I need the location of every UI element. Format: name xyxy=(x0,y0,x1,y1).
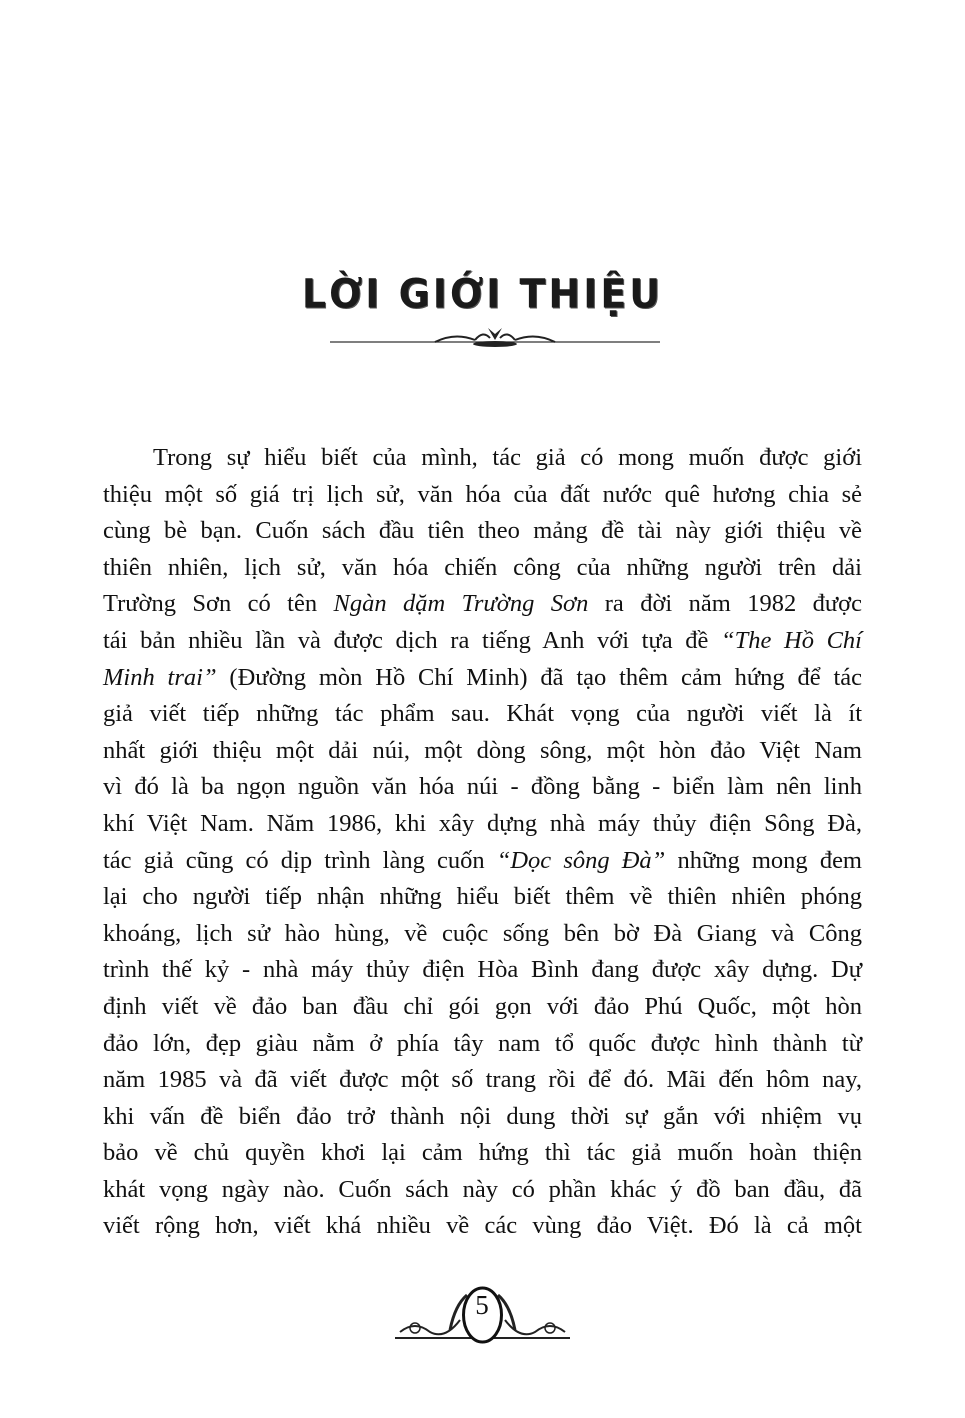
page-number: 5 xyxy=(475,1290,489,1320)
text-line xyxy=(103,440,862,477)
text-line xyxy=(103,586,862,623)
text-line xyxy=(103,1208,862,1245)
page-title: LỜI GIỚI THIỆU xyxy=(301,270,664,318)
text-line xyxy=(103,550,862,587)
text-segment: (Đường mòn Hồ Chí Minh) đã tạo thêm cảm hứng để tác xyxy=(216,663,862,691)
text-line xyxy=(103,477,862,514)
text-line xyxy=(103,513,862,550)
text-segment: ra đời năm 1982 được xyxy=(588,590,862,618)
text-segment: Trường Sơn có tên xyxy=(103,590,334,618)
text-segment: khi vấn đề biển đảo trở thành nội dung thời sự gắn với nhiệm vụ xyxy=(103,1102,862,1130)
text-segment: lại cho người tiếp nhận những hiểu biết thêm về thiên nhiên phóng xyxy=(103,883,862,911)
text-segment: thiệu một số giá trị lịch sử, văn hóa của đất nước quê hương chia sẻ xyxy=(103,480,862,508)
text-line xyxy=(103,1062,862,1099)
text-segment: giả viết tiếp những tác phẩm sau. Khát vọng của người viết là ít xyxy=(103,700,862,728)
text-line xyxy=(103,916,862,953)
italic-title-text: Minh trai” xyxy=(103,663,217,691)
italic-title-text: Ngàn dặm Trường Sơn xyxy=(333,590,589,618)
text-line xyxy=(103,879,862,916)
text-line xyxy=(103,733,862,770)
text-line xyxy=(103,623,862,660)
italic-title-text: “The Hồ Chí xyxy=(721,626,862,654)
text-segment: những mong đem xyxy=(665,846,862,874)
text-line xyxy=(103,989,862,1026)
text-segment: tác giả cũng có dịp trình làng cuốn xyxy=(103,846,497,874)
text-line xyxy=(103,696,862,733)
text-line xyxy=(103,952,862,989)
text-segment: định viết về đảo ban đầu chỉ gói gọn với đảo Phú Quốc, một hòn xyxy=(103,992,862,1020)
text-segment: nhất giới thiệu một dải núi, một dòng sông, một hòn đảo Việt Nam xyxy=(103,736,862,764)
text-segment: cùng bè bạn. Cuốn sách đầu tiên theo mảng đề tài này giới thiệu về xyxy=(103,517,862,545)
text-segment: năm 1985 và đã viết được một số trang rồi để đó. Mãi đến hôm nay, xyxy=(103,1066,862,1094)
text-segment: viết rộng hơn, viết khá nhiều về các vùng đảo Việt. Đó là cả một xyxy=(103,1212,862,1240)
text-segment: vì đó là ba ngọn nguồn văn hóa núi - đồng bằng - biển làm nên linh xyxy=(103,773,862,801)
text-segment: bảo về chủ quyền khơi lại cảm hứng thì tác giả muốn hoàn thiện xyxy=(103,1139,862,1167)
text-line xyxy=(103,769,862,806)
title-ornament-icon xyxy=(325,322,665,352)
text-line xyxy=(103,1099,862,1136)
text-line xyxy=(103,1172,862,1209)
text-segment: Trong sự hiểu biết của mình, tác giả có mong muốn được giới xyxy=(153,444,862,471)
text-line xyxy=(103,843,862,880)
text-line xyxy=(103,660,862,697)
text-segment: tái bản nhiều lần và được dịch ra tiếng Anh với tựa đề xyxy=(103,626,722,654)
text-segment: đảo lớn, đẹp giàu nằm ở phía tây nam tổ quốc được hình thành từ xyxy=(103,1029,862,1057)
text-segment: trình thế kỷ - nhà máy thủy điện Hòa Bình đang được xây dựng. Dự xyxy=(103,956,862,984)
text-line xyxy=(103,1135,862,1172)
introduction-text xyxy=(103,440,862,1245)
text-segment: khoáng, lịch sử hào hùng, về cuộc sống bên bờ Đà Giang và Công xyxy=(103,919,862,947)
text-line xyxy=(103,1026,862,1063)
text-segment: khí Việt Nam. Năm 1986, khi xây dựng nhà máy thủy điện Sông Đà, xyxy=(103,809,862,837)
text-line xyxy=(103,806,862,843)
text-segment: thiên nhiên, lịch sử, văn hóa chiến công của những người trên dải xyxy=(103,553,862,581)
italic-title-text: “Dọc sông Đà” xyxy=(496,846,666,874)
text-segment: khát vọng ngày nào. Cuốn sách này có phần khác ý đồ ban đầu, đã xyxy=(103,1175,862,1203)
